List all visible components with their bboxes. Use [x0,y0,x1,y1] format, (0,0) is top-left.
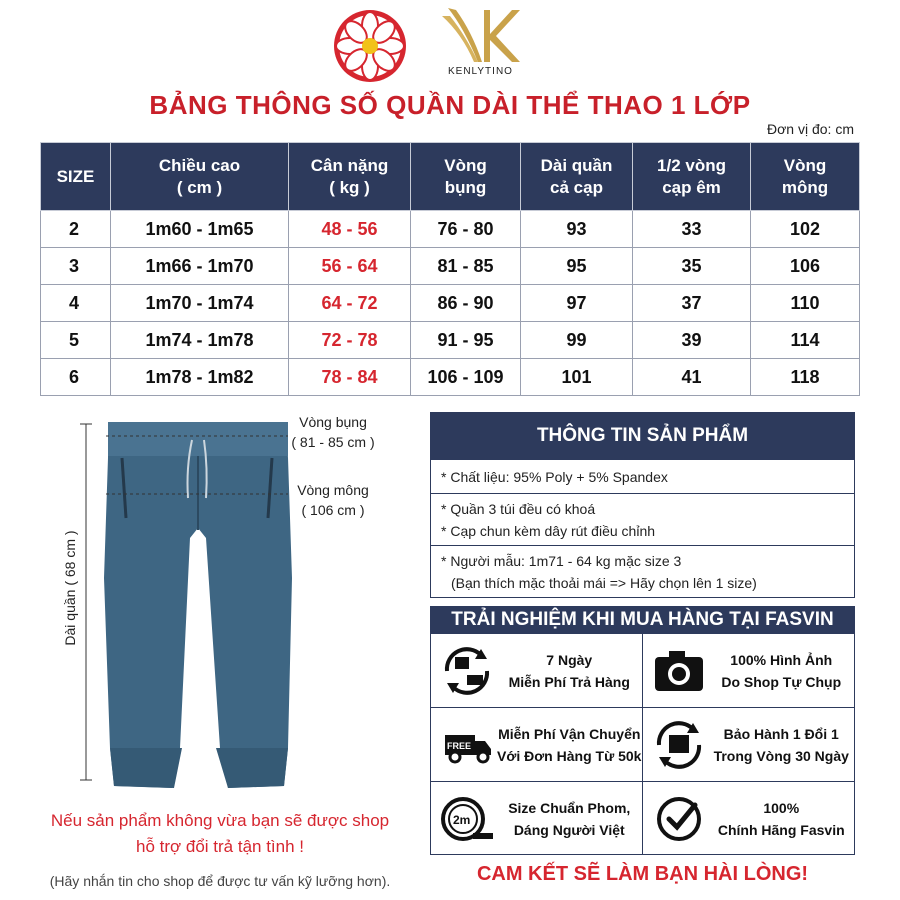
table-row [41,359,860,396]
size-tip-line: (Bạn thích mặc thoải mái => Hãy chọn lên 1 size) [451,575,757,591]
feature-real-photos [643,633,855,707]
cell-weight: 78 - 84 [289,359,411,396]
unit-label: Đơn vị đo: cm [767,121,854,137]
feature-line2: Với Đơn Hàng Từ 50k [497,747,642,764]
header-weight: Cân nặng ( kg ) [289,143,411,211]
feature-line1: Miễn Phí Vận Chuyển [498,725,641,742]
cell-size: 4 [41,285,111,322]
cell-half-waist: 35 [633,248,751,285]
cell-length: 97 [521,285,633,322]
cell-height: 1m74 - 1m78 [111,322,289,359]
cell-waist: 86 - 90 [411,285,521,322]
table-row [41,322,860,359]
cell-weight: 64 - 72 [289,285,411,322]
product-info-heading: THÔNG TIN SẢN PHẨM [431,413,854,459]
feature-line2: Trong Vòng 30 Ngày [713,747,849,764]
camera-icon [649,641,709,701]
experience-heading: TRẢI NGHIỆM KHI MUA HÀNG TẠI FASVIN [431,607,854,633]
product-info-panel [430,412,855,598]
cell-length: 99 [521,322,633,359]
commitment-text: CAM KẾT SẼ LÀM BẠN HÀI LÒNG! [476,863,809,885]
feature-line2: Miễn Phí Trả Hàng [508,673,630,690]
feature-line1: 100% Hình Ảnh [730,651,833,668]
exchange-note-line1: Nếu sản phẩm không vừa bạn sẽ được shop [50,811,390,830]
exchange-note-line2: hỗ trợ đổi trả tận tình ! [135,837,305,856]
flower-logo-icon [332,8,408,84]
feature-free-return [431,633,643,707]
experience-panel [430,606,855,855]
cell-height: 1m70 - 1m74 [111,285,289,322]
free-badge-text: FREE [447,740,472,751]
cell-size: 5 [41,322,111,359]
cell-waist: 106 - 109 [411,359,521,396]
header-waist: Vòng bụng [411,143,521,211]
model-line: * Người mẫu: 1m71 - 64 kg mặc size 3 [441,553,682,569]
cell-half-waist: 33 [633,211,751,248]
feature-line2: Chính Hãng Fasvin [717,821,845,838]
table-header-row [41,143,860,211]
tape-measure-icon [437,789,497,849]
cell-length: 93 [521,211,633,248]
size-table [40,142,860,396]
features-block [431,493,854,545]
cell-size: 3 [41,248,111,285]
feature-line1: 100% [763,799,800,816]
cell-weight: 72 - 78 [289,322,411,359]
table-row [41,211,860,248]
cell-hip: 118 [751,359,860,396]
header-hip: Vòng mông [751,143,860,211]
feature-free-shipping [431,707,643,781]
cell-height: 1m66 - 1m70 [111,248,289,285]
material-line: * Chất liệu: 95% Poly + 5% Spandex [431,459,854,493]
cell-height: 1m60 - 1m65 [111,211,289,248]
feature-line2: Do Shop Tự Chụp [721,673,842,690]
checkmark-icon [649,789,709,849]
feature-line1: 7 Ngày [546,651,593,668]
feature-warranty [643,707,855,781]
feature-line1: Bảo Hành 1 Đổi 1 [723,725,839,742]
table-row [41,285,860,322]
feature-genuine [643,781,855,855]
tape-label-text: 2m [453,812,471,827]
feature-line2: Dáng Người Việt [513,821,625,838]
cell-height: 1m78 - 1m82 [111,359,289,396]
cell-half-waist: 37 [633,285,751,322]
return-box-icon [437,641,497,701]
kenlytino-logo-icon [438,4,528,74]
waist-value: ( 81 - 85 cm ) [291,434,375,450]
header-half-waist: 1/2 vòng cạp êm [633,143,751,211]
model-block [431,545,854,594]
cell-waist: 91 - 95 [411,322,521,359]
feature-line1: Size Chuẩn Phom, [508,799,631,816]
cell-half-waist: 41 [633,359,751,396]
waist-label: Vòng bụng [299,414,367,430]
header-size: SIZE [41,143,111,211]
page-title: BẢNG THÔNG SỐ QUẦN DÀI THỂ THAO 1 LỚP [149,90,751,120]
pockets-line: * Quần 3 túi đều có khoá [441,501,596,517]
table-row [41,248,860,285]
cell-half-waist: 39 [633,322,751,359]
cell-size: 6 [41,359,111,396]
cell-hip: 102 [751,211,860,248]
warranty-exchange-icon [649,715,709,775]
hip-label: Vòng mông [297,482,369,498]
cell-weight: 48 - 56 [289,211,411,248]
cell-size: 2 [41,211,111,248]
cell-waist: 81 - 85 [411,248,521,285]
free-delivery-truck-icon [437,715,497,775]
cell-waist: 76 - 80 [411,211,521,248]
hip-value: ( 106 cm ) [301,502,365,518]
cell-length: 101 [521,359,633,396]
contact-note: (Hãy nhắn tin cho shop để được tư vấn kỹ lưỡng hơn). [49,873,391,889]
header-length: Dài quần cả cạp [521,143,633,211]
feature-standard-size [431,781,643,855]
cell-length: 95 [521,248,633,285]
cell-hip: 110 [751,285,860,322]
cell-hip: 114 [751,322,860,359]
cell-weight: 56 - 64 [289,248,411,285]
header-height: Chiều cao ( cm ) [111,143,289,211]
waistband-line: * Cạp chun kèm dây rút điều chỉnh [441,523,656,539]
length-label: Dài quần ( 68 cm ) [62,530,78,646]
brand-name: KENLYTINO [448,66,513,77]
cell-hip: 106 [751,248,860,285]
